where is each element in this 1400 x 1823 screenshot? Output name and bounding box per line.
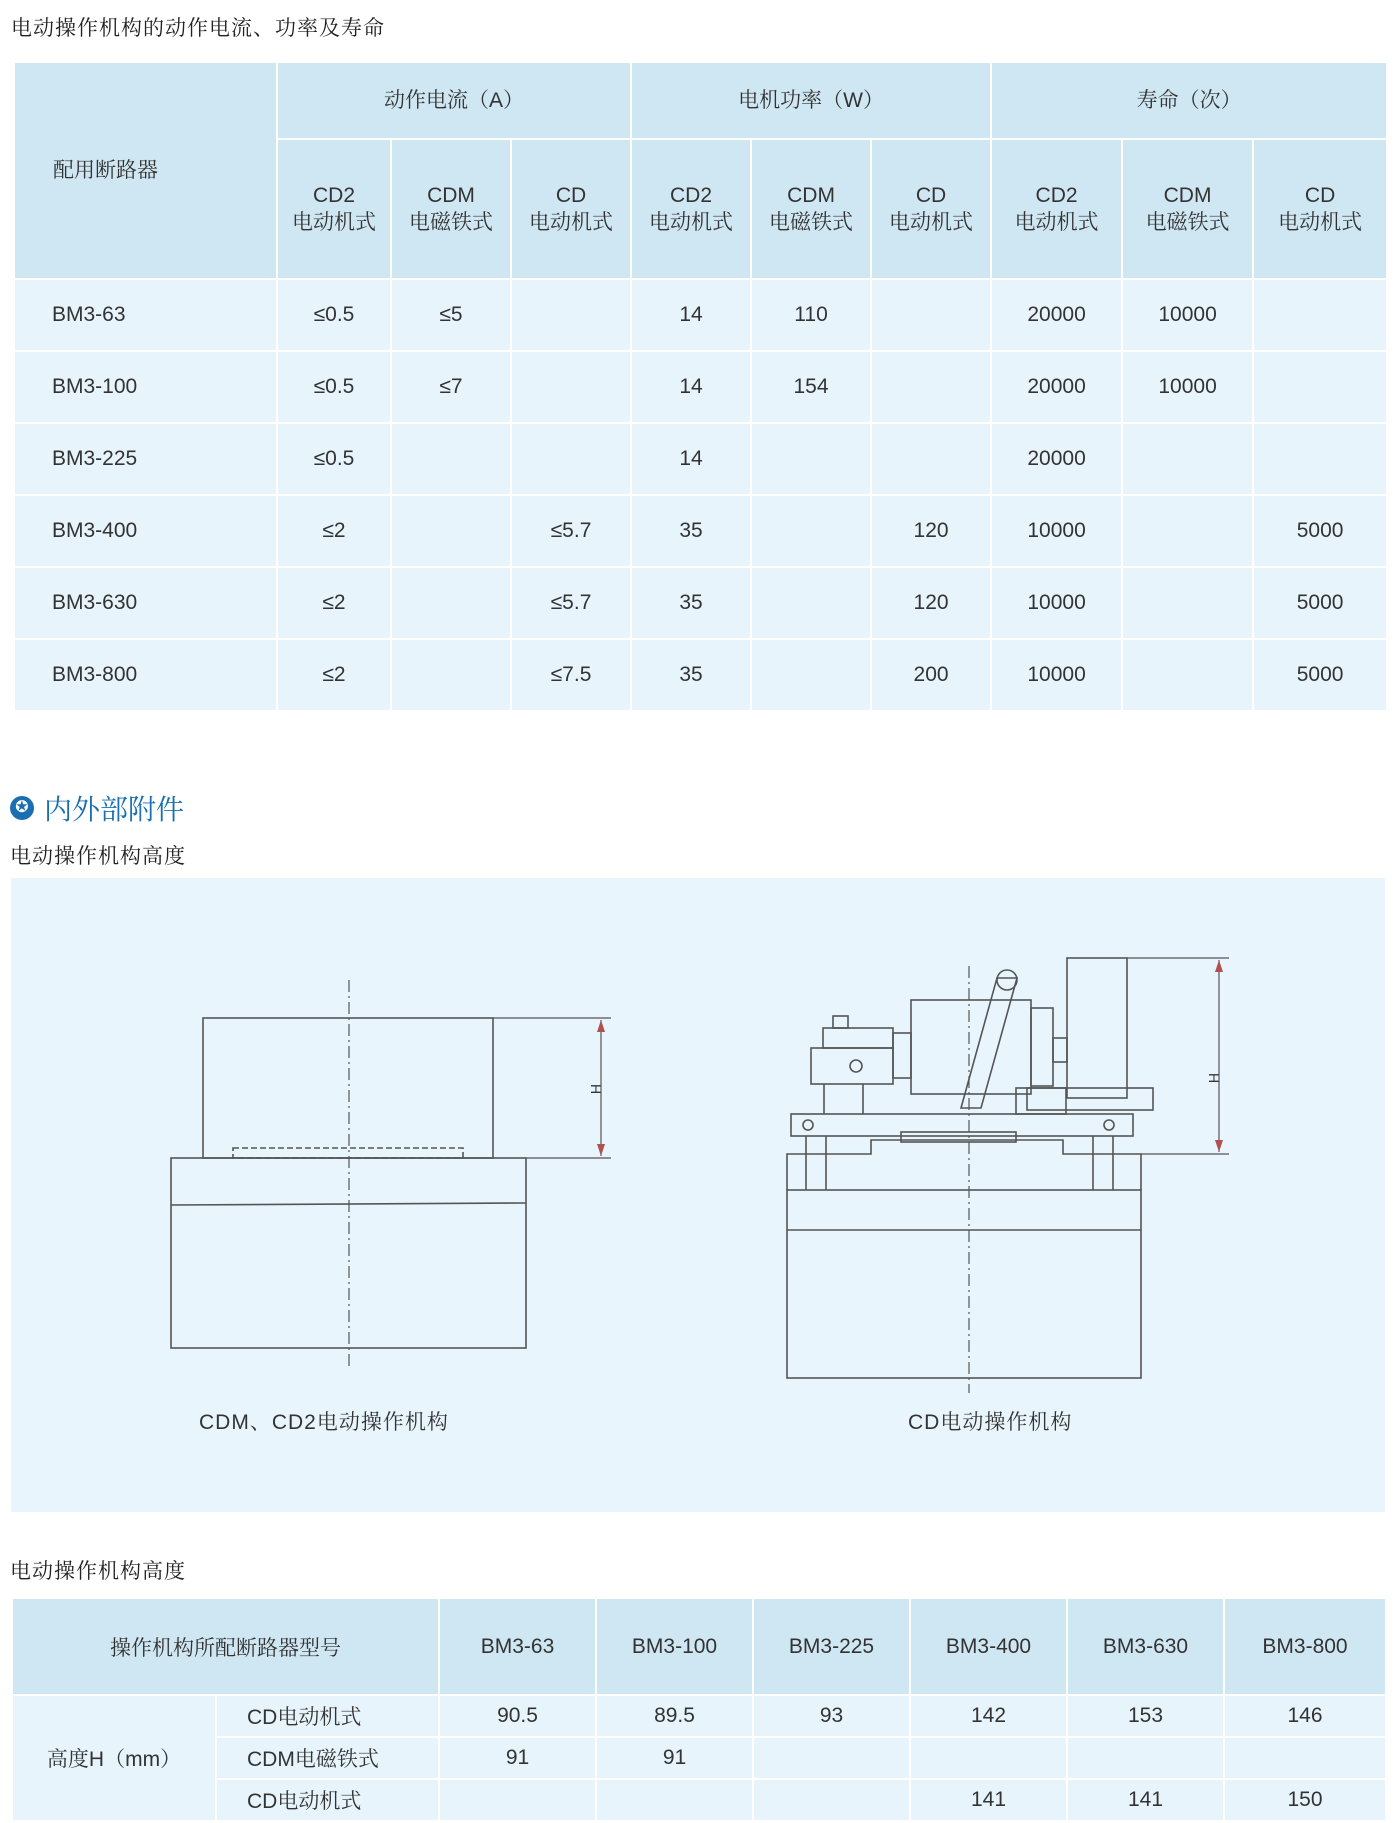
height-value-cell: 153	[1067, 1695, 1224, 1737]
table-row	[14, 351, 1387, 423]
value-cell: 10000	[1122, 279, 1253, 351]
table-row	[14, 567, 1387, 639]
model-header: BM3-400	[910, 1598, 1067, 1695]
subheader-type: 电动机式	[1278, 211, 1363, 234]
subheader-code: CD2	[1035, 184, 1078, 207]
height-value-cell: 150	[1224, 1779, 1386, 1821]
value-cell: 5000	[1253, 495, 1387, 567]
value-cell	[391, 495, 511, 567]
diagram-left-caption: CDM、CD2电动操作机构	[199, 1411, 449, 1434]
model-cell: BM3-63	[14, 279, 277, 351]
cd-drawing	[787, 958, 1229, 1393]
cd-dim-arrow-bottom	[1215, 1140, 1223, 1152]
value-cell: 154	[751, 351, 871, 423]
cdm-inner-plate	[233, 1148, 463, 1158]
table-row	[14, 279, 1387, 351]
value-cell	[1122, 423, 1253, 495]
table-row	[14, 495, 1387, 567]
value-cell: 35	[631, 495, 751, 567]
group-header-power: 电机功率（W）	[631, 62, 991, 139]
cd-arm-pin	[997, 970, 1017, 990]
value-cell: 5000	[1253, 639, 1387, 711]
value-cell: 20000	[991, 279, 1122, 351]
subheader-type: 电动机式	[889, 211, 974, 234]
value-cell: 120	[871, 495, 991, 567]
value-cell: ≤5	[391, 279, 511, 351]
value-cell: ≤2	[277, 639, 391, 711]
value-cell	[391, 567, 511, 639]
group-header-life: 寿命（次）	[991, 62, 1387, 139]
value-cell: 5000	[1253, 567, 1387, 639]
value-cell: ≤5.7	[511, 495, 631, 567]
mechanism-type-cell: CD电动机式	[216, 1779, 439, 1821]
model-cell: BM3-400	[14, 495, 277, 567]
value-cell	[391, 639, 511, 711]
subheader-5	[871, 139, 991, 279]
mechanism-type-cell: CD电动机式	[216, 1695, 439, 1737]
model-header: BM3-630	[1067, 1598, 1224, 1695]
subheader-7	[1122, 139, 1253, 279]
value-cell: 14	[631, 351, 751, 423]
model-cell: BM3-630	[14, 567, 277, 639]
value-cell: 200	[871, 639, 991, 711]
table-row	[12, 1695, 1386, 1737]
height-value-cell	[1067, 1737, 1224, 1779]
cd-lever-block	[811, 1048, 893, 1084]
accessories-heading-text: 内外部附件	[44, 794, 185, 825]
value-cell	[511, 351, 631, 423]
value-cell	[751, 639, 871, 711]
height-value-cell: 90.5	[439, 1695, 596, 1737]
subheader-code: CD	[555, 184, 587, 207]
subheader-type: 电动机式	[649, 211, 734, 234]
subheader-3	[631, 139, 751, 279]
height-value-cell: 93	[753, 1695, 910, 1737]
subheader-code: CDM	[787, 184, 835, 207]
height-value-cell	[910, 1737, 1067, 1779]
subheader-type: 电磁铁式	[769, 211, 854, 234]
table-row	[12, 1779, 1386, 1821]
value-cell	[511, 279, 631, 351]
model-header: BM3-100	[596, 1598, 753, 1695]
value-cell: 120	[871, 567, 991, 639]
height-value-cell	[753, 1779, 910, 1821]
subheader-code: CD	[1304, 184, 1336, 207]
cdm-dim-label: H	[588, 1083, 604, 1095]
height-value-cell: 91	[596, 1737, 753, 1779]
cd-upper-block	[823, 1028, 893, 1048]
subheader-type: 电动机式	[529, 211, 614, 234]
value-cell: 10000	[1122, 351, 1253, 423]
cd-base-top-step	[787, 1140, 1141, 1190]
height-table-corner: 操作机构所配断路器型号	[12, 1598, 439, 1695]
current-power-life-table	[13, 61, 1388, 712]
value-cell	[1253, 279, 1387, 351]
subheader-code: CDM	[1163, 184, 1212, 207]
value-cell: 35	[631, 639, 751, 711]
value-cell: ≤2	[277, 495, 391, 567]
value-cell	[751, 423, 871, 495]
height-row-label: 高度H（mm）	[12, 1695, 216, 1821]
subheader-code: CD2	[312, 184, 355, 207]
value-cell	[1122, 639, 1253, 711]
value-cell	[1122, 495, 1253, 567]
subheader-type: 电磁铁式	[1145, 211, 1230, 234]
cd-rail-hole-right	[1104, 1120, 1114, 1130]
value-cell: 10000	[991, 495, 1122, 567]
model-cell: BM3-100	[14, 351, 277, 423]
cd-bolt	[833, 1016, 848, 1028]
cd-rail-hole-left	[803, 1120, 813, 1130]
cd-shaft	[1053, 1038, 1067, 1062]
cdm-dim-arrow-bottom	[597, 1144, 605, 1156]
height-value-cell: 146	[1224, 1695, 1386, 1737]
value-cell: ≤0.5	[277, 279, 391, 351]
section-subtitle-height-1: 电动操作机构高度	[10, 845, 186, 868]
diagram-right-caption: CD电动操作机构	[908, 1411, 1073, 1434]
value-cell: 110	[751, 279, 871, 351]
cd-dim-label: H	[1206, 1072, 1222, 1084]
subheader-code: CD	[915, 184, 947, 207]
cd-base-body	[787, 1190, 1141, 1378]
height-value-cell	[1224, 1737, 1386, 1779]
height-value-cell	[596, 1779, 753, 1821]
cd-slide-plate	[1027, 1088, 1153, 1110]
value-cell	[391, 423, 511, 495]
cdm-cd2-drawing	[171, 980, 611, 1370]
subheader-type: 电动机式	[1014, 211, 1099, 234]
value-cell	[751, 495, 871, 567]
value-cell	[1253, 351, 1387, 423]
section-heading-accessories	[10, 788, 184, 828]
subheader-code: CDM	[427, 184, 475, 207]
subheader-8	[1253, 139, 1387, 279]
cd-dim-arrow-top	[1215, 960, 1223, 972]
value-cell: 14	[631, 423, 751, 495]
value-cell	[871, 423, 991, 495]
subheader-1	[391, 139, 511, 279]
value-cell	[1122, 567, 1253, 639]
cd-motor	[911, 1000, 1031, 1094]
value-cell	[1253, 423, 1387, 495]
value-cell: ≤0.5	[277, 423, 391, 495]
section-title-height-2: 电动操作机构高度	[10, 1560, 186, 1583]
value-cell: 20000	[991, 351, 1122, 423]
height-value-cell: 89.5	[596, 1695, 753, 1737]
value-cell: ≤7.5	[511, 639, 631, 711]
cd-gear-housing	[1067, 958, 1127, 1098]
subheader-type: 电磁铁式	[409, 211, 493, 234]
value-cell: 35	[631, 567, 751, 639]
value-cell: 20000	[991, 423, 1122, 495]
model-header: BM3-800	[1224, 1598, 1386, 1695]
height-value-cell	[753, 1737, 910, 1779]
value-cell	[511, 423, 631, 495]
corner-header: 配用断路器	[14, 62, 277, 279]
star-icon: ✪	[10, 796, 34, 820]
subheader-type: 电动机式	[292, 211, 376, 234]
subheader-6	[991, 139, 1122, 279]
mechanism-diagram-panel	[11, 878, 1385, 1512]
value-cell: ≤7	[391, 351, 511, 423]
table-row	[12, 1737, 1386, 1779]
height-value-cell: 141	[910, 1779, 1067, 1821]
group-header-current: 动作电流（A）	[277, 62, 631, 139]
value-cell: 10000	[991, 639, 1122, 711]
mechanism-type-cell: CDM电磁铁式	[216, 1737, 439, 1779]
height-value-cell: 142	[910, 1695, 1067, 1737]
value-cell: 14	[631, 279, 751, 351]
value-cell: ≤0.5	[277, 351, 391, 423]
cdm-dim-arrow-top	[597, 1020, 605, 1032]
subheader-2	[511, 139, 631, 279]
value-cell	[871, 279, 991, 351]
section-title-current-power-life: 电动操作机构的动作电流、功率及寿命	[11, 17, 385, 40]
value-cell	[751, 567, 871, 639]
model-cell: BM3-225	[14, 423, 277, 495]
height-value-cell: 141	[1067, 1779, 1224, 1821]
cd-coupling	[893, 1033, 911, 1078]
cd-motor-cap	[1031, 1008, 1053, 1086]
cdm-top-box	[203, 1018, 493, 1158]
value-cell: ≤5.7	[511, 567, 631, 639]
value-cell: 10000	[991, 567, 1122, 639]
model-header: BM3-225	[753, 1598, 910, 1695]
subheader-4	[751, 139, 871, 279]
value-cell	[871, 351, 991, 423]
subheader-0	[277, 139, 391, 279]
height-value-cell	[439, 1779, 596, 1821]
table-row	[14, 639, 1387, 711]
value-cell: ≤2	[277, 567, 391, 639]
cd-lever-pivot	[850, 1060, 862, 1072]
height-value-cell: 91	[439, 1737, 596, 1779]
table-row	[14, 423, 1387, 495]
mechanism-height-table	[11, 1597, 1387, 1822]
subheader-code: CD2	[670, 184, 713, 207]
model-header: BM3-63	[439, 1598, 596, 1695]
model-cell: BM3-800	[14, 639, 277, 711]
